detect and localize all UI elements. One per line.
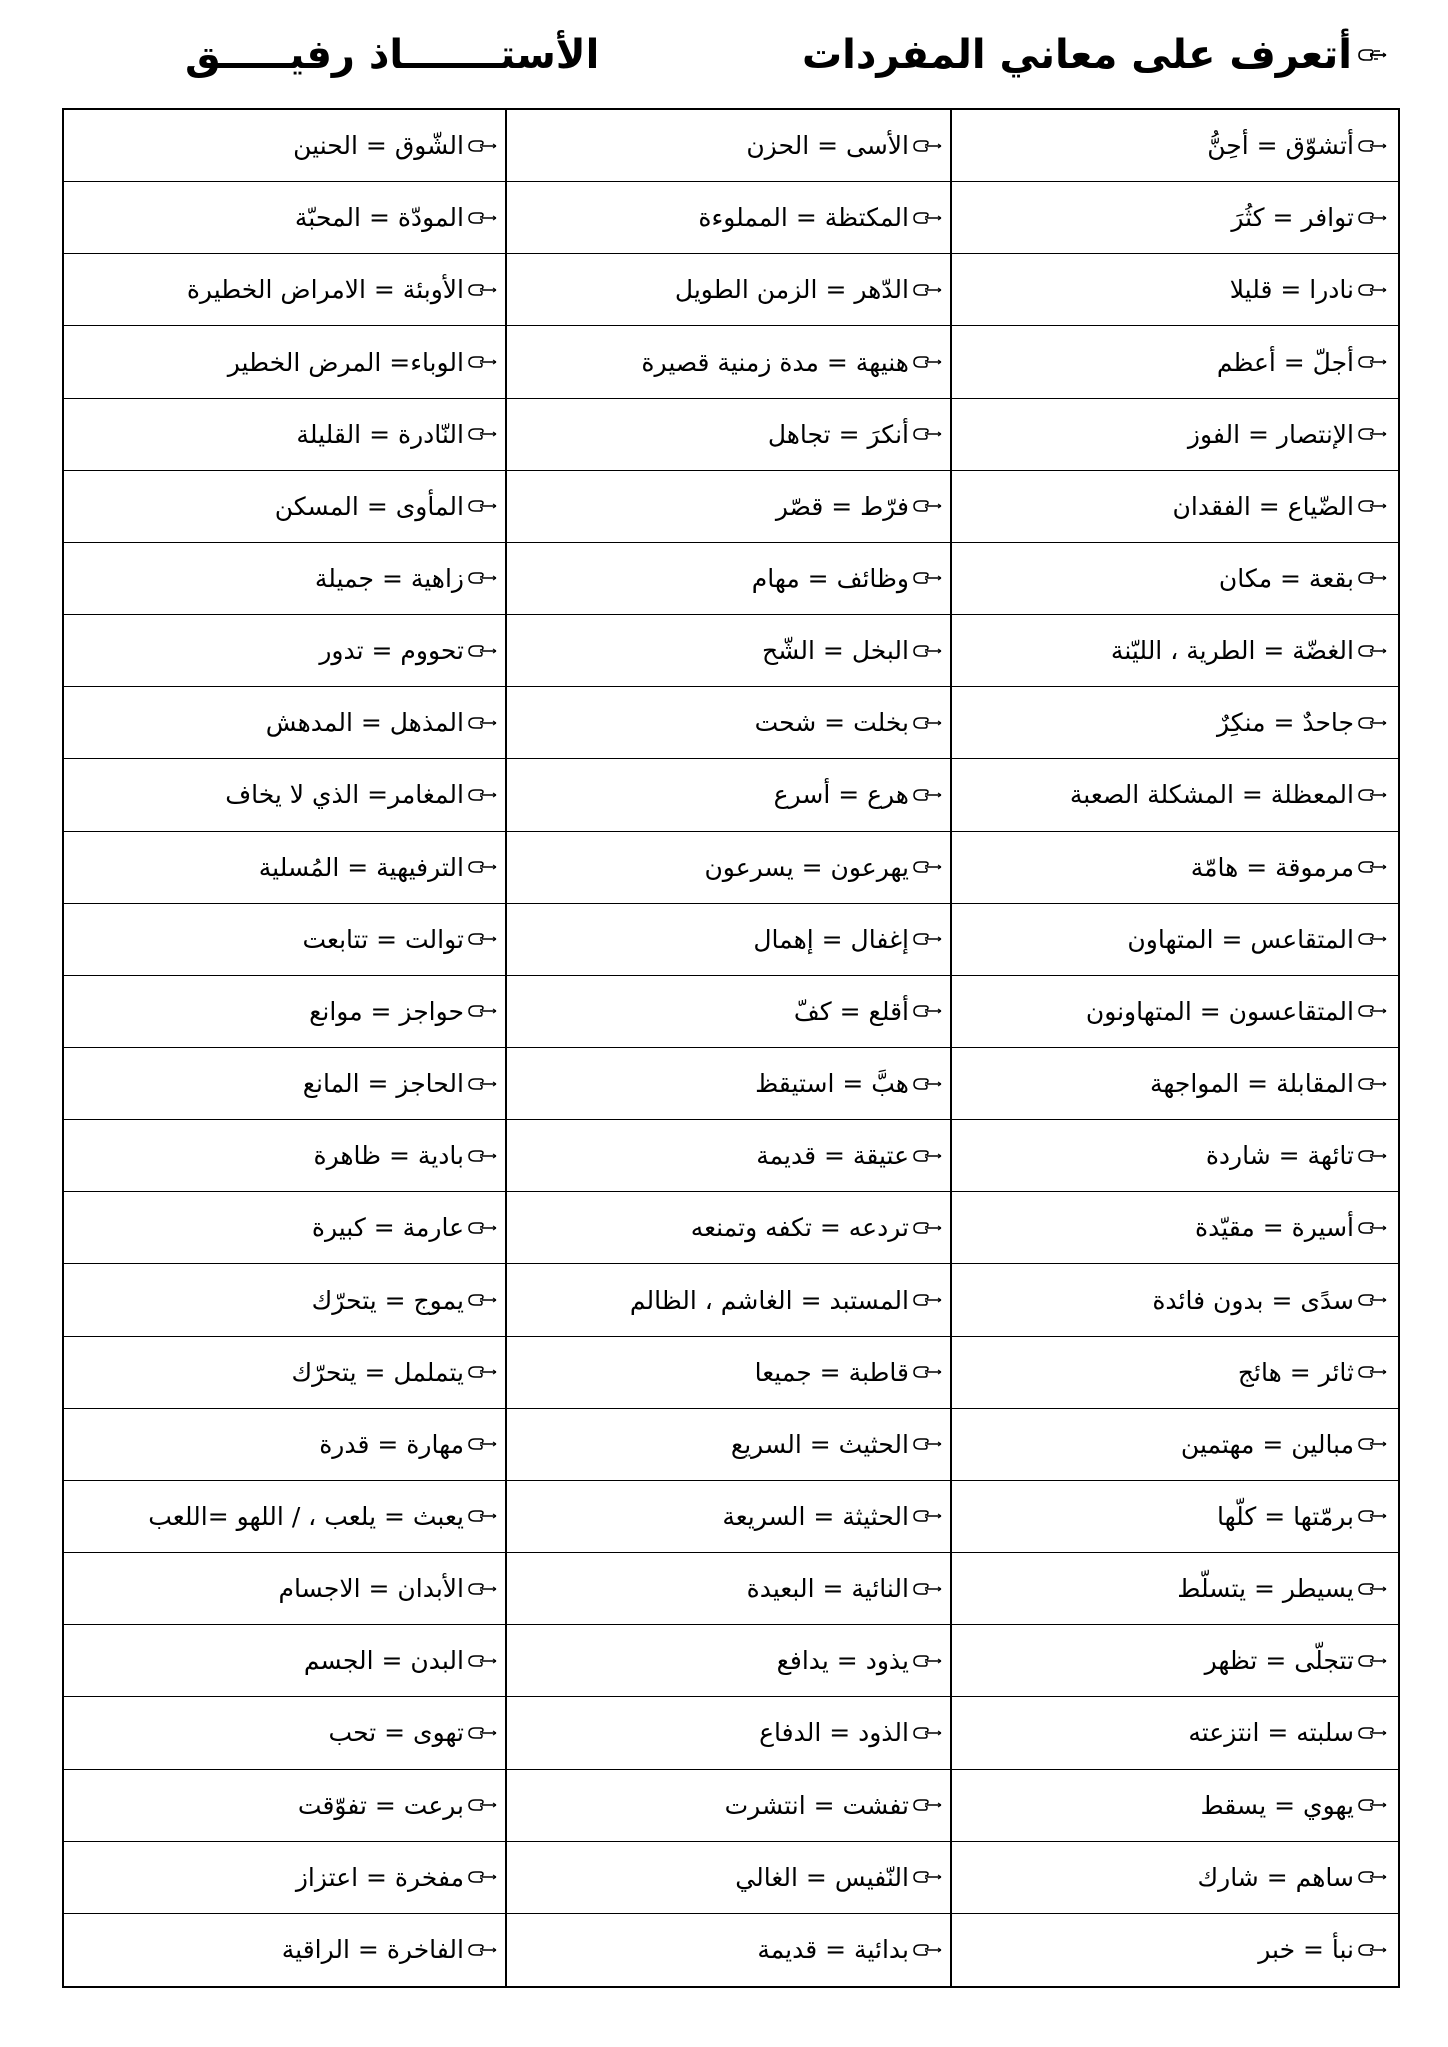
vocabulary-entry-text: المقابلة = المواجهة [1149,1069,1354,1099]
pointing-hand-icon [1356,714,1388,732]
pointing-hand-icon [911,1147,943,1165]
vocabulary-entry [953,471,1398,543]
vocabulary-entry-text: المكتظة = المملوءة [698,203,909,233]
pointing-hand-icon [466,1868,498,1886]
pointing-hand-icon [1356,569,1388,587]
column-divider [950,108,952,1988]
vocabulary-entry [953,182,1398,254]
pointing-hand-icon [466,1652,498,1670]
vocabulary-entry-text: فرّط = قصّر [775,491,909,521]
pointing-hand-icon [466,930,498,948]
vocabulary-entry-text: إغفال = إهمال [753,924,909,954]
pointing-hand-icon [466,1507,498,1525]
vocabulary-entry [64,1625,508,1697]
pointing-hand-icon [466,1724,498,1742]
vocabulary-entry-text: الحثيثة = السريعة [722,1501,909,1531]
vocabulary-entry [64,326,508,398]
pointing-hand-icon [911,1435,943,1453]
vocabulary-entry [953,1697,1398,1769]
pointing-hand-icon [1356,1075,1388,1093]
vocabulary-entry [953,1553,1398,1625]
vocabulary-entry [953,399,1398,471]
pointing-hand-icon [911,1580,943,1598]
pointing-hand-icon [466,209,498,227]
vocabulary-entry-text: عتيقة = قديمة [756,1141,909,1171]
vocabulary-entry [64,1697,508,1769]
vocabulary-entry-text: الدّهر = الزمن الطويل [674,275,909,305]
pointing-hand-icon [466,1291,498,1309]
pointing-hand-icon [911,1724,943,1742]
vocabulary-entry-text: برمّتها = كلّها [1217,1501,1354,1531]
pointing-hand-icon [1356,209,1388,227]
vocabulary-entry-text: تهوى = تحب [328,1718,464,1748]
vocabulary-entry [508,1914,953,1986]
vocabulary-entry-text: المأوى = المسكن [274,491,464,521]
vocabulary-entry [953,687,1398,759]
pointing-hand-icon [911,1796,943,1814]
vocabulary-entry [64,1553,508,1625]
vocabulary-entry-text: سلبته = انتزعته [1188,1718,1354,1748]
vocabulary-entry [953,1625,1398,1697]
vocabulary-entry-text: البدن = الجسم [303,1646,464,1676]
vocabulary-entry-text: الحاجز = المانع [302,1069,464,1099]
vocabulary-entry [953,1481,1398,1553]
vocabulary-entry [508,1048,953,1120]
pointing-hand-icon [1356,281,1388,299]
vocabulary-entry-text: الترفيهية = المُسلية [258,852,464,882]
vocabulary-entry-text: الحثيث = السريع [730,1429,909,1459]
vocabulary-entry-text: مبالين = مهتمين [1180,1429,1354,1459]
vocabulary-entry-text: النّادرة = القليلة [296,419,464,449]
vocabulary-entry [64,832,508,904]
page-title-text: أتعرف على معاني المفردات [801,32,1352,78]
vocabulary-entry-text: النّفيس = الغالي [735,1862,909,1892]
vocabulary-entry [508,1842,953,1914]
pointing-hand-icon [466,858,498,876]
vocabulary-entry [953,1842,1398,1914]
pointing-hand-icon [466,1002,498,1020]
vocabulary-entry-text: الوباء= المرض الخطير [227,347,464,377]
vocabulary-entry-text: الإنتصار = الفوز [1187,419,1354,449]
vocabulary-entry [953,254,1398,326]
vocabulary-entry [953,1337,1398,1409]
pointing-hand-icon [1356,1147,1388,1165]
pointing-hand-icon [1356,137,1388,155]
pointing-hand-icon [911,281,943,299]
vocabulary-entry [64,1337,508,1409]
vocabulary-entry-text: الفاخرة = الراقية [281,1935,464,1965]
vocabulary-entry [508,976,953,1048]
vocabulary-entry [953,1409,1398,1481]
pointing-hand-icon [466,714,498,732]
pointing-hand-icon [466,1435,498,1453]
vocabulary-entry [508,1481,953,1553]
pointing-hand-icon [911,137,943,155]
vocabulary-entry [64,687,508,759]
vocabulary-entry-text: الشّوق = الحنين [293,131,464,161]
pointing-hand-icon [1356,1652,1388,1670]
vocabulary-entry [508,1770,953,1842]
vocabulary-entry-text: يعبث = يلعب ، / اللهو =اللعب [148,1501,464,1531]
pointing-hand-icon [911,425,943,443]
vocabulary-table [62,108,1400,1988]
vocabulary-entry [64,1770,508,1842]
vocabulary-entry [508,110,953,182]
pointing-hand-icon [1356,1002,1388,1020]
pointing-hand-icon [1356,1941,1388,1959]
pointing-hand-icon [1356,642,1388,660]
vocabulary-entry-text: أسيرة = مقيّدة [1195,1213,1354,1243]
pointing-hand-icon [911,1868,943,1886]
pointing-hand-icon [466,1796,498,1814]
pointing-hand-icon [911,786,943,804]
vocabulary-entry-text: تتجلّى = تظهر [1204,1646,1354,1676]
vocabulary-entry [64,976,508,1048]
vocabulary-entry-text: برعت = تفوّقت [297,1790,464,1820]
pointing-hand-icon [911,1002,943,1020]
pointing-hand-icon [466,1219,498,1237]
pointing-hand-icon [911,642,943,660]
vocabulary-entry [953,1120,1398,1192]
vocabulary-entry [953,1914,1398,1986]
vocabulary-entry-text: الأبدان = الاجسام [278,1574,464,1604]
vocabulary-entry-text: المستبد = الغاشم ، الظالم [629,1285,909,1315]
pointing-hand-icon [911,714,943,732]
vocabulary-entry [64,904,508,976]
pointing-hand-icon [466,281,498,299]
pointing-hand-icon [466,353,498,371]
pointing-hand-icon [466,1941,498,1959]
vocabulary-entry [64,471,508,543]
vocabulary-entry [508,1409,953,1481]
vocabulary-entry [64,399,508,471]
vocabulary-entry-text: الغضّة = الطرية ، الليّنة [1110,636,1354,666]
pointing-hand-icon [911,858,943,876]
pointing-hand-icon [911,1291,943,1309]
pointing-hand-icon [1356,497,1388,515]
vocabulary-entry-text: يسيطر = يتسلّط [1177,1574,1354,1604]
vocabulary-entry-text: جاحدٌ = منكِرٌ [1216,708,1354,738]
vocabulary-entry-text: تردعه = تكفه وتمنعه [690,1213,909,1243]
vocabulary-entry [64,615,508,687]
pointing-hand-icon [466,137,498,155]
pointing-hand-icon [1356,1291,1388,1309]
pointing-hand-icon [466,1363,498,1381]
pointing-hand-icon [1356,858,1388,876]
vocabulary-entry-text: أجلّ = أعظم [1216,347,1354,377]
pointing-hand-icon [466,497,498,515]
vocabulary-entry-text: ثائر = هائج [1237,1357,1354,1387]
vocabulary-entry-text: المتقاعس = المتهاون [1127,924,1354,954]
vocabulary-entry-text: بقعة = مكان [1218,563,1354,593]
vocabulary-entry-text: سدًى = بدون فائدة [1152,1285,1354,1315]
vocabulary-entry [508,471,953,543]
vocabulary-entry [508,182,953,254]
pointing-hand-icon [1356,930,1388,948]
vocabulary-entry [508,1697,953,1769]
vocabulary-entry-text: المعظلة = المشكلة الصعبة [1069,780,1354,810]
pointing-hand-icon [466,425,498,443]
pointing-hand-icon [1356,1724,1388,1742]
vocabulary-entry [64,1914,508,1986]
vocabulary-entry-text: تحووم = تدور [319,636,464,666]
vocabulary-entry-text: أتشوّق = أحِنُّ [1207,131,1354,161]
vocabulary-entry [953,1048,1398,1120]
vocabulary-entry-text: النائية = البعيدة [746,1574,909,1604]
vocabulary-entry [64,182,508,254]
vocabulary-entry-text: هبَّ = استيقظ [755,1069,909,1099]
pointing-hand-icon [466,1580,498,1598]
vocabulary-entry [508,615,953,687]
pointing-hand-icon [911,569,943,587]
vocabulary-entry [508,1553,953,1625]
vocabulary-entry-text: بادية = ظاهرة [313,1141,464,1171]
vocabulary-entry [953,832,1398,904]
pointing-hand-icon [466,1075,498,1093]
pointing-hand-icon [1356,1219,1388,1237]
vocabulary-entry [953,976,1398,1048]
vocabulary-entry-text: زاهية = جميلة [314,563,464,593]
vocabulary-entry [64,1264,508,1336]
pointing-hand-icon [911,209,943,227]
vocabulary-entry-text: الضّياع = الفقدان [1172,491,1354,521]
pointing-hand-icon [911,930,943,948]
vocabulary-entry [953,543,1398,615]
pointing-hand-icon [1356,1507,1388,1525]
pointing-hand-icon [1356,1868,1388,1886]
vocabulary-entry [508,832,953,904]
vocabulary-entry [64,1192,508,1264]
vocabulary-entry-text: نبأ = خبر [1258,1935,1354,1965]
vocabulary-entry [508,759,953,831]
vocabulary-entry-text: يذود = يدافع [776,1646,909,1676]
vocabulary-entry [953,326,1398,398]
pointing-hand-icon [466,569,498,587]
pointing-hand-icon [1356,1796,1388,1814]
column-divider [505,108,507,1988]
pointing-hand-icon [1356,46,1388,64]
vocabulary-entry [508,687,953,759]
vocabulary-entry [508,1337,953,1409]
vocabulary-entry-text: حواجز = موانع [309,996,464,1026]
vocabulary-entry [64,1409,508,1481]
pointing-hand-icon [1356,1580,1388,1598]
vocabulary-entry-text: المغامر= الذي لا يخاف [225,780,464,810]
pointing-hand-icon [1356,353,1388,371]
vocabulary-entry [953,615,1398,687]
vocabulary-entry-text: قاطبة = جميعا [754,1357,909,1387]
vocabulary-entry-text: الأوبئة = الامراض الخطيرة [186,275,464,305]
vocabulary-entry-text: الذود = الدفاع [759,1718,909,1748]
vocabulary-entry [953,110,1398,182]
pointing-hand-icon [911,497,943,515]
vocabulary-entry-text: توالت = تتابعت [302,924,464,954]
vocabulary-entry [64,1481,508,1553]
vocabulary-entry-text: مفخرة = اعتزاز [295,1862,464,1892]
vocabulary-entry [508,1264,953,1336]
vocabulary-entry-text: نادرا = قليلا [1229,275,1354,305]
pointing-hand-icon [911,1363,943,1381]
author-name: الأستـــــــاذ رفيـــــق [185,32,600,78]
pointing-hand-icon [911,1507,943,1525]
vocabulary-entry-text: توافر = كثُرَ [1231,203,1354,233]
vocabulary-entry [508,254,953,326]
vocabulary-entry [953,1264,1398,1336]
vocabulary-entry [64,1120,508,1192]
vocabulary-entry-text: مرموقة = هامّة [1190,852,1354,882]
pointing-hand-icon [911,353,943,371]
vocabulary-entry [64,759,508,831]
pointing-hand-icon [911,1219,943,1237]
pointing-hand-icon [1356,425,1388,443]
pointing-hand-icon [466,1147,498,1165]
vocabulary-entry [508,326,953,398]
vocabulary-entry-text: أقلع = كفّ [793,996,909,1026]
pointing-hand-icon [911,1652,943,1670]
pointing-hand-icon [466,786,498,804]
vocabulary-entry-text: تائهة = شاردة [1205,1141,1354,1171]
vocabulary-entry-text: مهارة = قدرة [319,1429,464,1459]
vocabulary-entry [953,1192,1398,1264]
vocabulary-entry [64,1048,508,1120]
vocabulary-entry-text: هرع = أسرع [773,780,909,810]
vocabulary-entry [508,543,953,615]
pointing-hand-icon [911,1941,943,1959]
vocabulary-entry [508,1192,953,1264]
vocabulary-entry-text: عارمة = كبيرة [311,1213,464,1243]
vocabulary-entry [64,254,508,326]
vocabulary-entry [508,1120,953,1192]
vocabulary-entry [64,1842,508,1914]
vocabulary-entry-text: بخلت = شحت [754,708,909,738]
vocabulary-entry [508,1625,953,1697]
vocabulary-entry-text: يموج = يتحرّك [311,1285,464,1315]
page-header [0,22,1448,92]
vocabulary-entry-text: الأسى = الحزن [746,131,909,161]
vocabulary-entry [953,1770,1398,1842]
vocabulary-entry [508,399,953,471]
vocabulary-entry-text: تفشت = انتشرت [724,1790,909,1820]
pointing-hand-icon [1356,1435,1388,1453]
vocabulary-entry [64,110,508,182]
page-title [802,32,1388,78]
vocabulary-entry-text: المودّة = المحبّة [294,203,464,233]
pointing-hand-icon [466,642,498,660]
pointing-hand-icon [1356,786,1388,804]
pointing-hand-icon [1356,1363,1388,1381]
vocabulary-entry [953,759,1398,831]
vocabulary-entry-text: وظائف = مهام [751,563,909,593]
vocabulary-entry-text: يهوي = يسقط [1200,1790,1354,1820]
vocabulary-entry [953,904,1398,976]
vocabulary-entry [508,904,953,976]
vocabulary-entry-text: ساهم = شارك [1197,1862,1354,1892]
vocabulary-entry-text: هنيهة = مدة زمنية قصيرة [641,347,909,377]
vocabulary-entry-text: المذهل = المدهش [265,708,464,738]
vocabulary-entry-text: يهرعون = يسرعون [704,852,909,882]
vocabulary-entry-text: أنكرَ = تجاهل [767,419,909,449]
vocabulary-entry-text: بدائية = قديمة [757,1935,909,1965]
pointing-hand-icon [911,1075,943,1093]
vocabulary-entry-text: البخل = الشّح [761,636,909,666]
vocabulary-entry-text: يتململ = يتحرّك [291,1357,464,1387]
vocabulary-entry [64,543,508,615]
vocabulary-entry-text: المتقاعسون = المتهاونون [1085,996,1354,1026]
